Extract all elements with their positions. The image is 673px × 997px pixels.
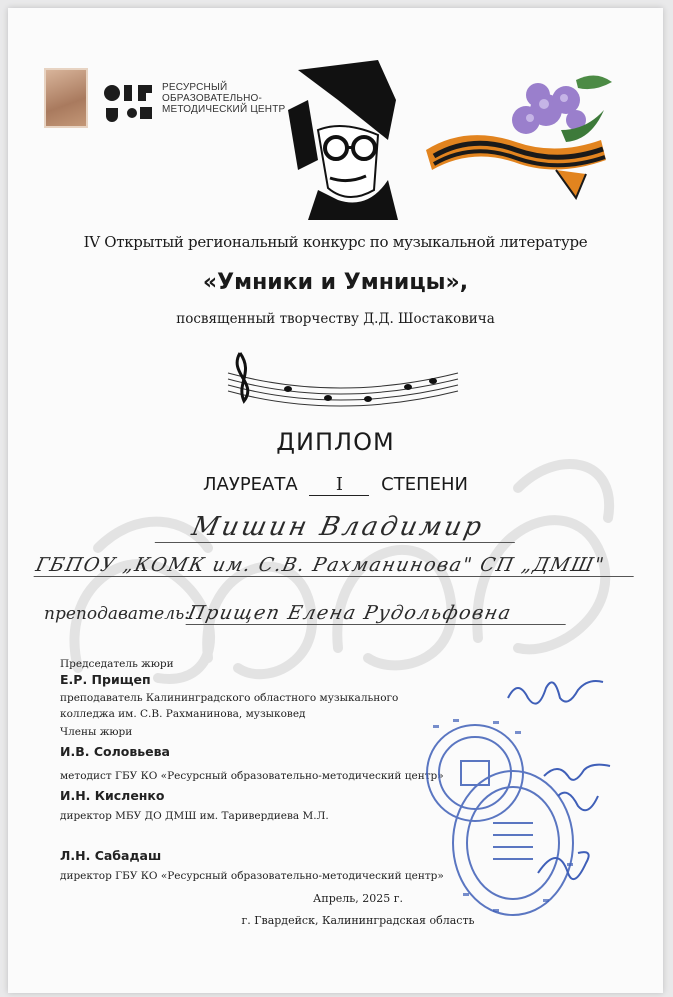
degree-label: СТЕПЕНИ [381, 474, 468, 495]
jury-chair-position-1: преподаватель Калининградского областного музыкального [60, 692, 399, 704]
recipient-school: ГБПОУ „КОМК им. С.В. Рахманинова" СП „ДМШ" [34, 554, 639, 577]
laureate-label: ЛАУРЕАТА [203, 474, 298, 495]
laureate-degree-row [8, 474, 663, 496]
jury-chair-name: Е.Р. Прищеп [60, 672, 151, 687]
recipient-name: Мишин Владимир [155, 512, 522, 543]
teacher-name: Прищеп Елена Рудольфовна [186, 602, 571, 625]
jury-director-position: директор ГБУ КО «Ресурсный образовательно-методический центр» [60, 870, 444, 882]
issue-city: г. Гвардейск, Калининградская область [241, 914, 475, 927]
jury-director-name: Л.Н. Сабадаш [60, 848, 162, 863]
jury-chair-label: Председатель жюри [60, 658, 174, 670]
jury-members-label: Члены жюри [60, 726, 133, 738]
diploma-sheet [8, 8, 663, 993]
member1-signature [538, 756, 618, 826]
degree-value: I [309, 474, 369, 496]
portrait-illustration [278, 60, 408, 220]
jury-member1-position: методист ГБУ КО «Ресурсный образовательно-методический центр» [60, 770, 444, 782]
contest-dedication: посвященный творчеству Д.Д. Шостаковича [176, 311, 495, 327]
music-staff-ornament [218, 343, 468, 413]
omc-logo-icon [102, 80, 156, 128]
jury-chair-position-2: колледжа им. С.В. Рахманинова, музыковед [60, 708, 306, 720]
chair-signature [498, 668, 608, 718]
director-signature [528, 833, 608, 893]
postage-stamp-image [44, 68, 88, 128]
jury-member2-position: директор МБУ ДО ДМШ им. Таривердиева М.Л. [60, 810, 329, 822]
lilac-ribbon-illustration [426, 70, 616, 200]
jury-member2-name: И.Н. Кисленко [60, 788, 165, 803]
contest-name: «Умники и Умницы», [202, 270, 469, 295]
teacher-label: преподаватель: [44, 604, 191, 624]
jury-member1-name: И.В. Соловьева [60, 744, 170, 759]
header-logos [44, 68, 284, 143]
org-name: РЕСУРСНЫЙ ОБРАЗОВАТЕЛЬНО-МЕТОДИЧЕСКИЙ ЦЕНТР [162, 82, 286, 115]
diploma-title: ДИПЛОМ [276, 428, 395, 456]
issue-date: Апрель, 2025 г. [313, 892, 403, 905]
contest-title: IV Открытый региональный конкурс по музыкальной литературе [83, 233, 588, 251]
